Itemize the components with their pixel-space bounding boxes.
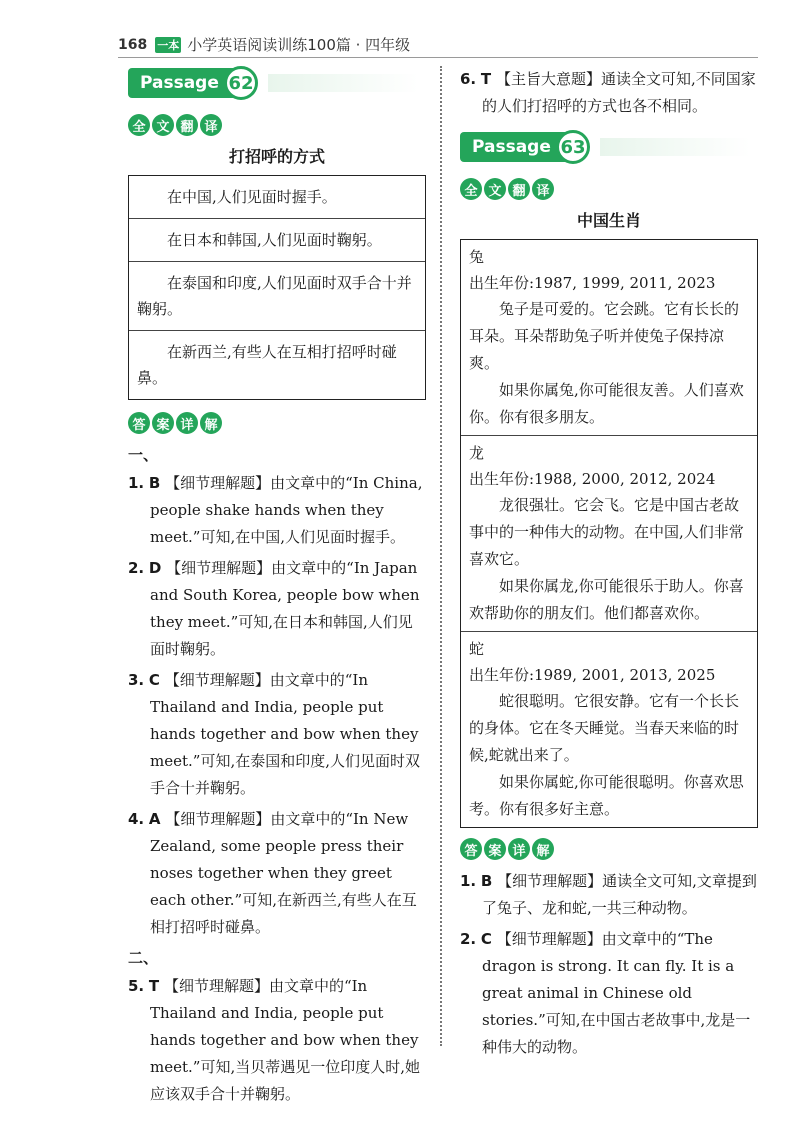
answer-text: 【细节理解题】由文章中的“In China, people shake hands when they meet.”可知,在中国,人们见面时握手。: [150, 474, 423, 546]
answer-letter: T: [480, 70, 492, 88]
pill: 文: [484, 178, 506, 200]
answer-letter: B: [148, 474, 161, 492]
pill: 答: [460, 838, 482, 860]
answer-text: 【细节理解题】通读全文可知,文章提到了兔子、龙和蛇,一共三种动物。: [482, 872, 757, 917]
zodiac-rabbit: [461, 240, 757, 436]
page-header: [118, 32, 758, 58]
section-one-label: 一、: [128, 446, 159, 464]
answer-letter: C: [148, 671, 160, 689]
pill: 全: [128, 114, 150, 136]
answer-text: 【主旨大意题】通读全文可知,不同国家的人们打招呼的方式也各不相同。: [482, 70, 756, 115]
zodiac-years: 出生年份:1987, 1999, 2011, 2023: [469, 274, 716, 292]
answer-item: [128, 470, 426, 551]
passage-label: Passage: [460, 132, 572, 162]
answer-item: [128, 555, 426, 663]
zodiac-years: 出生年份:1988, 2000, 2012, 2024: [469, 470, 716, 488]
zodiac-paragraph: 如果你属蛇,你可能很聪明。你喜欢思考。你有很多好主意。: [469, 773, 744, 818]
pill: 答: [128, 412, 150, 434]
section-two-label: 二、: [128, 949, 159, 967]
pill: 译: [200, 114, 222, 136]
book-title: 小学英语阅读训练100篇 · 四年级: [187, 36, 411, 54]
answer-text: 【细节理解题】由文章中的“In Japan and South Korea, people bow when they meet.”可知,在日本和韩国,人们见面时鞠躬。: [150, 559, 420, 658]
answer-item: [128, 973, 426, 1108]
translation-row: 在新西兰,有些人在互相打招呼时碰鼻。: [137, 343, 397, 387]
zodiac-name: 蛇: [469, 640, 485, 658]
pill: 译: [532, 178, 554, 200]
answer-item: [460, 66, 758, 120]
translation-title: 打招呼的方式: [228, 147, 325, 166]
zodiac-paragraph: 兔子是可爱的。它会跳。它有长长的耳朵。耳朵帮助兔子听并使兔子保持凉爽。: [469, 300, 740, 372]
translation-row: 在日本和韩国,人们见面时鞠躬。: [129, 219, 425, 262]
answer-num: 4.: [128, 810, 145, 828]
zodiac-name: 龙: [469, 444, 485, 462]
zodiac-paragraph: 蛇很聪明。它很安静。它有一个长长的身体。它在冬天睡觉。当春天来临的时候,蛇就出来了。: [469, 692, 740, 764]
answer-text: 【细节理解题】由文章中的“The dragon is strong. It can fly. It is a great animal in Chinese old stories.”可知,在中国古老故事中,龙是一种伟大的动物。: [482, 930, 751, 1056]
answer-letter: A: [148, 810, 161, 828]
answer-num: 2.: [460, 930, 477, 948]
pill: 翻: [176, 114, 198, 136]
zodiac-paragraph: 龙很强壮。它会飞。它是中国古老故事中的一种伟大的动物。在中国,人们非常喜欢它。: [469, 496, 744, 568]
pill: 解: [200, 412, 222, 434]
passage-62-badge: [128, 66, 426, 100]
passage-number: 63: [556, 130, 590, 164]
answer-letter: B: [480, 872, 493, 890]
translation-title: 中国生肖: [576, 211, 641, 230]
answer-item: [128, 806, 426, 941]
answer-text: 【细节理解题】由文章中的“In New Zealand, some people press their noses together when they greet each other.”可知,在新西兰,有些人在互相打招呼时碰鼻。: [150, 810, 417, 936]
pill: 详: [176, 412, 198, 434]
translation-box: [128, 175, 426, 400]
translation-row: 在泰国和印度,人们见面时双手合十并鞠躬。: [129, 262, 425, 331]
zodiac-paragraph: 如果你属龙,你可能很乐于助人。你喜欢帮助你的朋友们。他们都喜欢你。: [469, 577, 744, 622]
answer-num: 1.: [128, 474, 145, 492]
answer-num: 5.: [128, 977, 145, 995]
answer-num: 6.: [460, 70, 477, 88]
zodiac-paragraph: 如果你属兔,你可能很友善。人们喜欢你。你有很多朋友。: [469, 381, 744, 426]
passage-number: 62: [224, 66, 258, 100]
translation-heading: [128, 114, 426, 136]
pill: 文: [152, 114, 174, 136]
page-number: 168: [118, 36, 148, 53]
answer-num: 2.: [128, 559, 145, 577]
answer-item: [460, 926, 758, 1061]
answer-item: [460, 868, 758, 922]
answer-item: [128, 667, 426, 802]
pill: 全: [460, 178, 482, 200]
brand-logo: 一本: [157, 38, 180, 52]
passage-label: Passage: [128, 68, 240, 98]
zodiac-box: [460, 239, 758, 828]
left-column: [128, 66, 426, 1112]
pill: 详: [508, 838, 530, 860]
pill: 案: [484, 838, 506, 860]
translation-row: 在中国,人们见面时握手。: [129, 176, 425, 219]
passage-63-badge: [460, 130, 758, 164]
pill: 案: [152, 412, 174, 434]
zodiac-snake: [461, 632, 757, 827]
pill: 解: [532, 838, 554, 860]
zodiac-dragon: [461, 436, 757, 632]
column-divider: [440, 66, 442, 1046]
pill: 翻: [508, 178, 530, 200]
zodiac-name: 兔: [469, 248, 485, 266]
answer-text: 【细节理解题】由文章中的“In Thailand and India, people put hands together and bow when they meet.”可知,在泰国和印度,人们见面时双手合十并鞠躬。: [150, 671, 420, 797]
answer-num: 3.: [128, 671, 145, 689]
answer-text: 【细节理解题】由文章中的“In Thailand and India, people put hands together and bow when they meet.”可知,当贝蒂遇见一位印度人时,她应该双手合十并鞠躬。: [150, 977, 420, 1103]
answer-heading: [128, 412, 426, 434]
answer-letter: C: [480, 930, 492, 948]
answer-letter: D: [148, 559, 162, 577]
translation-heading: [460, 178, 758, 200]
badge-fade: [600, 138, 750, 156]
answer-heading: [460, 838, 758, 860]
zodiac-years: 出生年份:1989, 2001, 2013, 2025: [469, 666, 716, 684]
answer-num: 1.: [460, 872, 477, 890]
badge-fade: [268, 74, 418, 92]
answer-letter: T: [148, 977, 160, 995]
right-column: [460, 66, 758, 1065]
